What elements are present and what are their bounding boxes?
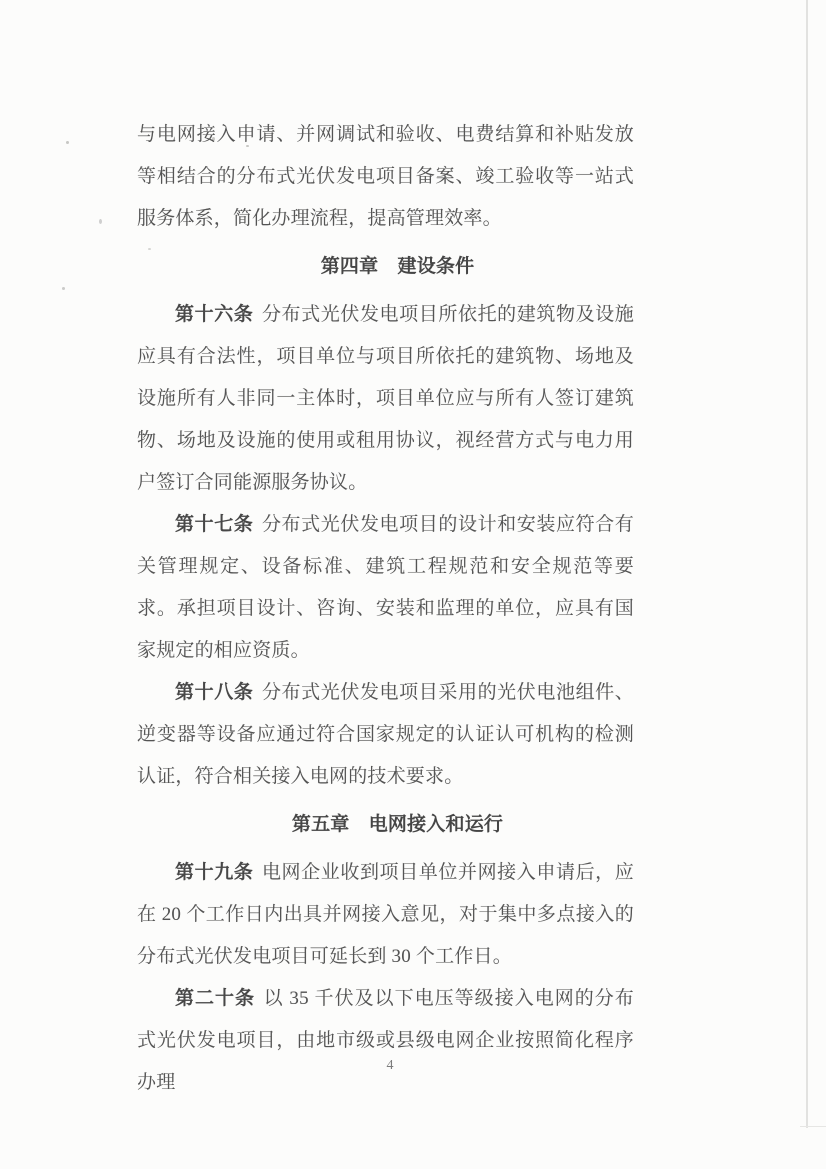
article-17	[137, 504, 634, 672]
chapter-5-heading: 第五章 电网接入和运行	[291, 814, 504, 835]
scan-edge-line	[806, 0, 808, 1128]
scan-speck	[66, 141, 69, 144]
article-19	[137, 852, 634, 978]
article-16-number: 第十六条	[175, 304, 254, 325]
article-20	[137, 978, 634, 1104]
article-18	[137, 672, 634, 798]
article-19-text: 电网企业收到项目单位并网接入申请后，应在 20 个工作日内出具并网接入意见，对于集中多点接入的分布式光伏发电项目可延长到 30 个工作日。	[137, 862, 634, 967]
scan-speck	[99, 219, 102, 224]
article-16-text: 分布式光伏发电项目所依托的建筑物及设施应具有合法性，项目单位与项目所依托的建筑物、场地及设施所有人非同一主体时，项目单位应与所有人签订建筑物、场地及设施的使用或租用协议，视经营方式与电力用户签订合同能源服务协议。	[137, 304, 634, 493]
article-18-number: 第十八条	[175, 682, 254, 703]
page-number: 4	[386, 1058, 394, 1073]
article-20-text: 以 35 千伏及以下电压等级接入电网的分布式光伏发电项目，由地市级或县级电网企业按照简化程序办理	[137, 988, 634, 1093]
article-17-number: 第十七条	[175, 514, 254, 535]
scan-edge-tick	[800, 1126, 826, 1127]
paragraph-continuation: 与电网接入申请、并网调试和验收、电费结算和补贴发放等相结合的分布式光伏发电项目备案、竣工验收等一站式服务体系，简化办理流程，提高管理效率。	[137, 124, 634, 229]
chapter-4-heading: 第四章 建设条件	[320, 256, 475, 277]
article-20-number: 第二十条	[175, 988, 256, 1009]
scan-speck	[62, 287, 65, 290]
document-body	[137, 114, 634, 1104]
article-17-text: 分布式光伏发电项目的设计和安装应符合有关管理规定、设备标准、建筑工程规范和安全规范等要求。承担项目设计、咨询、安装和监理的单位，应具有国家规定的相应资质。	[137, 514, 634, 661]
article-18-text: 分布式光伏发电项目采用的光伏电池组件、逆变器等设备应通过符合国家规定的认证认可机构的检测认证，符合相关接入电网的技术要求。	[137, 682, 634, 787]
article-16	[137, 294, 634, 504]
article-19-number: 第十九条	[175, 862, 254, 883]
